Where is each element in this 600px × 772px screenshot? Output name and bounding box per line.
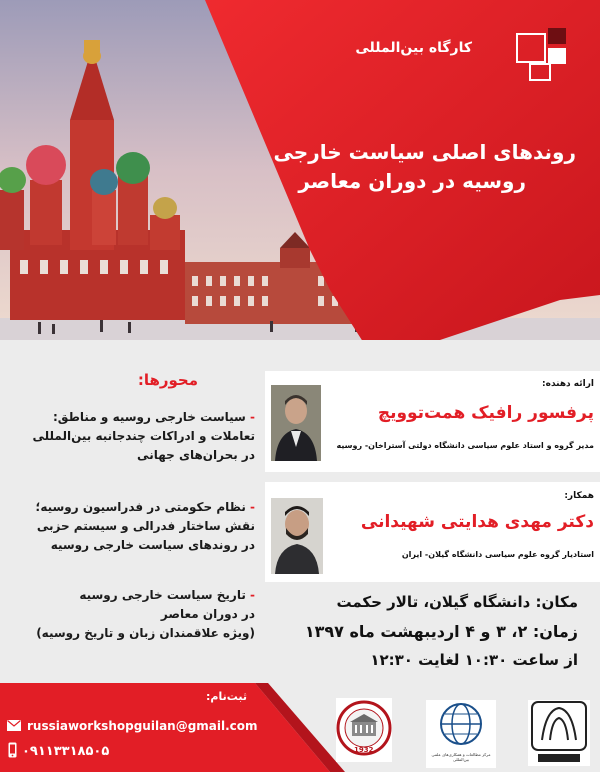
logo-year: 1932 — [354, 746, 374, 754]
speaker-role: همکار: — [564, 491, 594, 501]
venue-time: از ساعت ۱۰:۳۰ لغایت ۱۲:۳۰ — [370, 651, 578, 669]
topic-line: نقش ساختار فدرالی و سیستم حزبی — [36, 519, 255, 533]
speaker-card — [265, 482, 600, 582]
register-label: ثبت‌نام: — [206, 690, 247, 703]
workshop-label: کارگاه بین‌المللی — [355, 40, 472, 56]
topic-line: سیاست خارجی روسیه و مناطق: — [53, 410, 246, 424]
center-logo-caption: مرکز مطالعات و همکاری‌های علمی بین‌المللی — [431, 752, 491, 762]
university-logo — [336, 698, 392, 762]
venue-place: مکان: دانشگاه گیلان، تالار حکمت — [336, 593, 578, 611]
topic-line: در دوران معاصر — [160, 607, 255, 621]
topic-item: - تاریخ سیاست خارجی روسیه در دوران معاصر (ویژه علاقمندان زبان و تاریخ روسیه) — [5, 586, 255, 643]
topic-line: نظام حکومتی در فدراسیون روسیه؛ — [35, 500, 246, 514]
phone-icon — [8, 742, 17, 758]
speaker-card — [265, 371, 600, 472]
email-link[interactable]: russiaworkshopguilan@gmail.com — [27, 719, 258, 733]
topic-line: در روندهای سیاست خارجی روسیه — [50, 538, 255, 552]
venue-date: زمان: ۲، ۳ و ۴ اردیبهشت ماه ۱۳۹۷ — [304, 622, 578, 641]
topic-item: - نظام حکومتی در فدراسیون روسیه؛ نقش ساختار فدرالی و سیستم حزبی در روندهای سیاست خارجی روسیه — [5, 498, 255, 555]
speaker-role: ارائه دهنده: — [542, 379, 594, 389]
center-logo — [426, 700, 496, 768]
topics-heading: محورها: — [137, 371, 198, 389]
title-line-1: روندهای اصلی سیاست خارجی — [273, 140, 576, 164]
hero-banner — [0, 0, 600, 345]
speaker-photo — [271, 385, 321, 461]
speaker-description: استادیار گروه علوم سیاسی دانشگاه گیلان- ایران — [401, 550, 594, 559]
guilan-university-logo — [528, 700, 590, 766]
topic-line: تعاملات و ادراکات چندجانبه بین‌المللی — [32, 429, 255, 443]
speaker-description: مدیر گروه و استاد علوم سیاسی دانشگاه دولتی آستراخان- روسیه — [336, 441, 594, 450]
speaker-name: دکتر مهدی هدایتی شهیدانی — [360, 512, 594, 532]
mail-icon — [7, 720, 21, 731]
topic-line: تاریخ سیاست خارجی روسیه — [79, 588, 246, 602]
topic-line: در بحران‌های جهانی — [137, 448, 255, 462]
speaker-photo — [271, 498, 323, 574]
topic-line: (ویژه علاقمندان زبان و تاریخ روسیه) — [36, 626, 255, 640]
phone-number[interactable]: ۰۹۱۱۳۳۱۸۵۰۵ — [22, 744, 110, 759]
topic-item: - سیاست خارجی روسیه و مناطق: تعاملات و ادراکات چندجانبه بین‌المللی در بحران‌های جهانی — [5, 408, 255, 465]
speaker-name: پرفسور رافیک همت‌توویچ — [377, 403, 594, 423]
title-line-2: روسیه در دوران معاصر — [298, 169, 526, 193]
